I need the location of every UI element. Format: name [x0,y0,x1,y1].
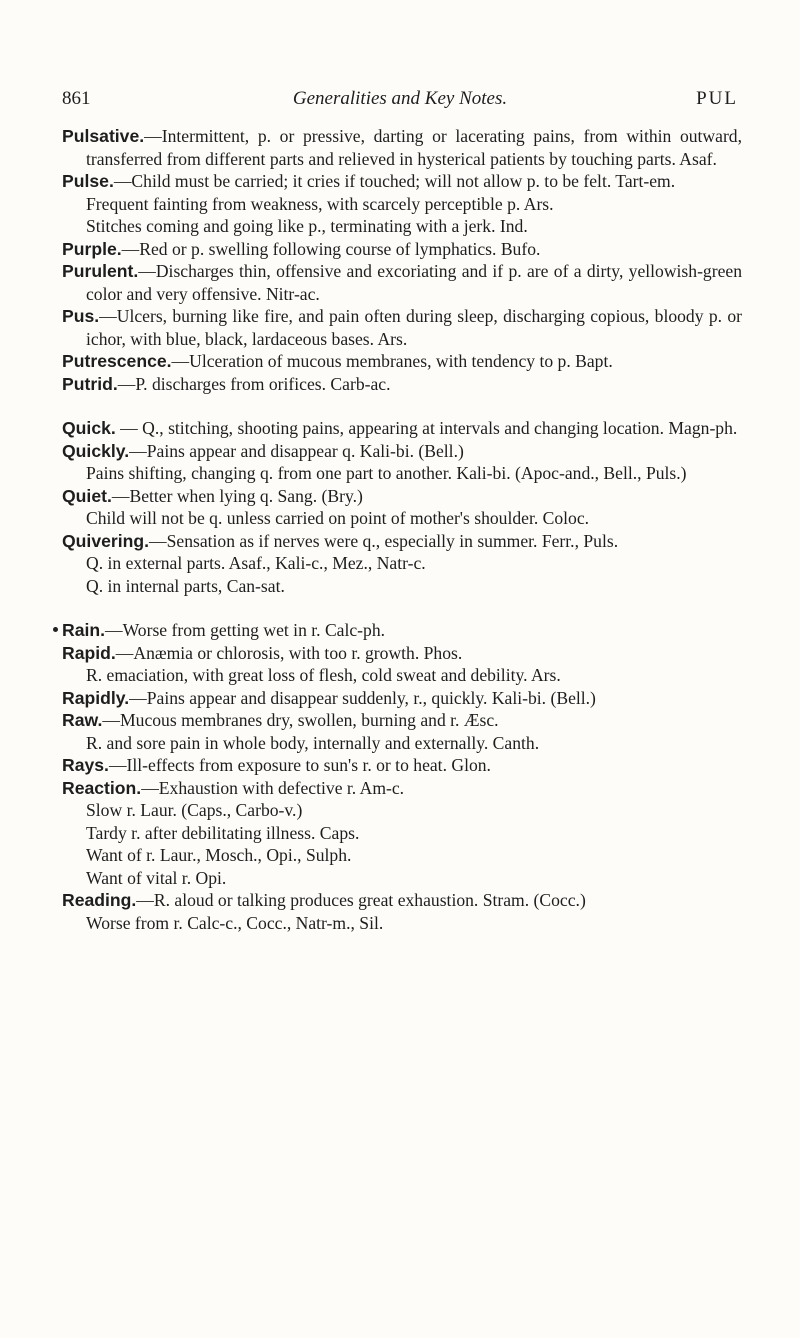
entry-term: Quivering. [62,530,150,551]
glossary-entry [62,125,742,170]
entry-term: Pulsative. [62,126,145,146]
entry-text: —P. discharges from orifices. Carb-ac. [117,373,391,394]
running-title: Generalities and Key Notes. [292,88,508,109]
entry-text: —Pains appear and disappear q. Kali-bi. (Bell.) [129,440,464,461]
entry-term: Pulse. [62,171,114,191]
entry-term: Quiet. [62,485,112,506]
entry-text: —Worse from getting wet in r. Calc-ph. [105,620,386,640]
entry-term: Purple. [62,238,122,259]
glossary-entry [62,260,742,305]
entry-term: Rapid. [62,642,116,663]
glossary-entry [62,440,742,463]
sub-entry: Stitches coming and going like p., terminating with a jerk. Ind. [86,216,528,236]
running-header [62,88,738,114]
entry-text: —Ulcers, burning like fire, and pain often during sleep, discharging copious, bloody p. or ichor, with blue, black, lardaceous bases. Ars. [86,306,742,349]
entry-text: —Child must be carried; it cries if touched; will not allow p. to be felt. Tart-em. [113,171,676,191]
entry-term: Rays. [62,755,109,775]
entry-text: —Red or p. swelling following course of lymphatics. Bufo. [121,238,541,259]
entry-text: —Discharges thin, offensive and excoriating and if p. are of a dirty, yellowish-green color and very offensive. Nitr-ac. [86,261,742,304]
section-key: PUL [696,88,738,109]
entry-term: Rapidly. [62,687,130,708]
sub-entry: Pains shifting, changing q. from one part to another. Kali-bi. (Apoc-and., Bell., Puls.) [86,463,687,483]
page-body [62,125,742,934]
glossary-entry [62,687,742,710]
glossary-entry [62,238,742,261]
glossary-entry [62,642,742,665]
sub-entry: Q. in external parts. Asaf., Kali-c., Mez., Natr-c. [86,553,426,573]
entry-text: —Ill-effects from exposure to sun's r. or to heat. Glon. [108,755,491,775]
entry-text: —Mucous membranes dry, swollen, burning and r. Æsc. [102,710,499,730]
glossary-entry [62,305,742,350]
entry-text: —Exhaustion with defective r. Am-c. [141,777,405,798]
margin-dot [53,627,58,632]
glossary-entry [62,170,742,193]
entry-text: —Sensation as if nerves were q., especially in summer. Ferr., Puls. [149,530,619,551]
entry-term: Putrescence. [62,351,172,371]
sub-entry: Q. in internal parts, Can-sat. [86,575,285,596]
glossary-entry [62,530,742,553]
entry-term: Raw. [62,710,103,730]
entry-text: — Q., stitching, shooting pains, appearing at intervals and changing location. Magn-ph. [115,418,738,438]
entry-text: —Anæmia or chlorosis, with too r. growth. Phos. [115,642,463,663]
entry-term: Reaction. [62,777,142,798]
glossary-entry [62,709,742,732]
sub-entry: Child will not be q. unless carried on point of mother's shoulder. Coloc. [86,508,590,528]
entry-term: Quickly. [62,440,130,461]
entry-term: Pus. [62,306,100,326]
glossary-entry [62,619,742,642]
glossary-entry [62,777,742,800]
sub-entry: Worse from r. Calc-c., Cocc., Natr-m., Sil. [86,912,384,933]
glossary-entry [62,417,742,440]
entry-term: Putrid. [62,373,118,394]
sub-entry: Slow r. Laur. (Caps., Carbo-v.) [86,800,303,820]
sub-entry: R. and sore pain in whole body, internally and externally. Canth. [86,732,540,753]
glossary-entry [62,889,742,912]
sub-entry: R. emaciation, with great loss of flesh, cold sweat and debility. Ars. [86,665,561,685]
entry-text: —Pains appear and disappear suddenly, r., quickly. Kali-bi. (Bell.) [129,687,596,708]
entry-text: —R. aloud or talking produces great exhaustion. Stram. (Cocc.) [136,890,586,910]
entry-text: —Better when lying q. Sang. (Bry.) [111,485,363,506]
sub-entry: Want of r. Laur., Mosch., Opi., Sulph. [86,845,352,865]
entry-term: Quick. [62,418,116,438]
sub-entry: Frequent fainting from weakness, with scarcely perceptible p. Ars. [86,193,554,214]
sub-entry: Tardy r. after debilitating illness. Caps. [86,822,360,843]
sub-entry: Want of vital r. Opi. [86,867,227,888]
glossary-entry [62,350,742,373]
entry-text: —Intermittent, p. or pressive, darting or lacerating pains, from within outward, transferred from different parts and relieved in hysterical patients by touching parts. Asaf. [86,126,742,169]
glossary-entry [62,754,742,777]
section-gap [62,597,742,619]
entry-text: —Ulceration of mucous membranes, with tendency to p. Bapt. [171,351,613,371]
glossary-entry [62,373,742,396]
section-gap [62,395,742,417]
glossary-entry [62,485,742,508]
entry-term: Purulent. [62,261,139,281]
page-number: 861 [62,88,91,109]
entry-term: Rain. [62,620,106,640]
entry-term: Reading. [62,890,137,910]
